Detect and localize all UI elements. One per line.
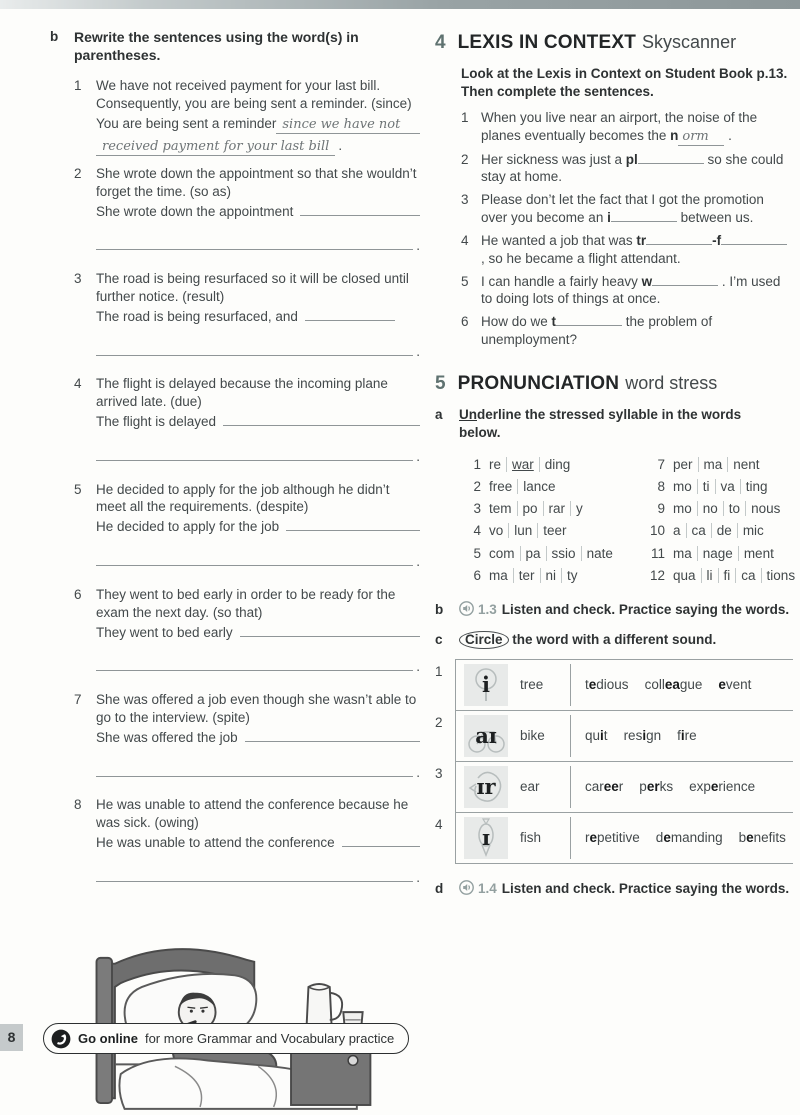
page-top-edge: [0, 0, 800, 9]
grammar-item-8: [74, 796, 422, 892]
instructions-text: derline the stressed syllable in the words below.: [459, 406, 742, 440]
sound-keyword: bike: [520, 727, 545, 743]
sentence-period: .: [416, 238, 420, 254]
item-prompt: He was unable to attend the conference because he was sick. (owing): [96, 797, 409, 831]
word-qualifications: qua li fi ca tions: [673, 568, 796, 584]
answer-blank: [652, 273, 718, 286]
exercise-5-title: PRONUNCIATION: [457, 372, 620, 394]
handwritten-answer: orm: [678, 128, 724, 146]
answer-blank: [721, 232, 787, 245]
exercise-5a-label: a: [435, 406, 443, 422]
given-letters: tr: [636, 232, 647, 248]
item-number: 6: [461, 314, 469, 330]
answer-blank: [245, 729, 420, 742]
lexis-item-2: [461, 151, 793, 187]
exercise-5d: [435, 878, 793, 898]
lexis-item-4: [461, 232, 793, 268]
given-letters: pl: [625, 151, 638, 167]
answer-blank: [305, 308, 395, 321]
exercise-5b: [435, 599, 793, 619]
answer-blank: [96, 764, 413, 777]
item-stem: The flight is delayed: [96, 414, 217, 429]
sound-keyword: fish: [520, 829, 542, 845]
lexis-item-6: [461, 313, 793, 349]
answer-blank: [96, 448, 413, 461]
item-text: the problem of unemployment?: [481, 314, 713, 347]
lexis-item-1: [461, 109, 793, 146]
right-column: [435, 30, 796, 909]
item-number: 4: [461, 232, 469, 248]
exercise-b-label: b: [50, 29, 59, 44]
word-number: 3: [473, 501, 481, 517]
answer-blank: [638, 151, 704, 164]
answer-blank: [556, 313, 622, 326]
different-sound-table: [435, 659, 793, 864]
word-management: ma nage ment: [673, 545, 774, 561]
sentence-period: .: [338, 137, 343, 153]
word-number: 5: [473, 545, 481, 561]
word-motivating: mo ti va ting: [673, 478, 768, 494]
item-stem: She wrote down the appointment: [96, 203, 294, 219]
underlined-example: Un: [459, 406, 477, 422]
item-text: He wanted a job that was: [481, 232, 637, 248]
go-online-banner: [43, 1023, 409, 1054]
answer-blank: [96, 659, 413, 672]
item-stem: He decided to apply for the job: [96, 519, 280, 535]
item-text: so she could stay at home.: [481, 151, 784, 185]
item-text: I can handle a fairly heavy: [481, 273, 642, 289]
item-prompt: We have not received payment for your last bill. Consequently, you are being sent a reminder. (since): [96, 77, 412, 111]
item-stem: He was unable to attend the conference: [96, 835, 335, 850]
word-permanent: per ma nent: [673, 456, 760, 472]
grammar-item-7: [74, 691, 422, 787]
exercise-b: [50, 28, 422, 1115]
item-number: 1: [461, 109, 469, 125]
word-number: 1: [473, 456, 481, 472]
exercise-4-number: 4: [435, 32, 446, 53]
item-text: When you live near an airport, the noise of the planes eventually becomes the: [481, 109, 758, 143]
item-prompt: He decided to apply for the job although he didn’t meet all the requirements. (despite): [96, 481, 390, 515]
word-rewarding: re war ding: [489, 456, 571, 472]
lexis-item-5: [461, 273, 793, 309]
answer-blank: [611, 209, 677, 222]
sentence-period: .: [416, 869, 420, 885]
word-compassionate: com pa ssio nate: [489, 545, 613, 561]
item-text: Her sickness was just a: [481, 151, 626, 167]
hyphen: -: [712, 232, 717, 248]
word-number: 6: [473, 568, 481, 584]
phonetic-symbol: i: [482, 672, 490, 697]
item-number: 2: [74, 165, 82, 181]
handwritten-answer-line1: since we have not: [276, 116, 420, 134]
exercise-5a-instructions: [459, 406, 759, 442]
exercise-5a: [435, 406, 793, 452]
given-letters: f: [716, 232, 722, 248]
audio-icon: [459, 880, 474, 900]
item-text: How do we: [481, 314, 552, 330]
sound-keyword: ear: [520, 778, 540, 794]
item-number: 4: [74, 376, 82, 392]
item-number: 5: [74, 481, 82, 497]
item-number: 3: [461, 192, 469, 208]
exercise-4-instructions: Look at the Lexis in Context on Student Book p.13. Then complete the sentences.: [461, 66, 788, 99]
sentence-period: .: [416, 554, 420, 570]
exercise-5d-label: d: [435, 880, 444, 896]
word-stress-list: [461, 456, 796, 585]
row-number: 4: [435, 816, 443, 832]
sentence-period: .: [416, 448, 420, 464]
word-freelance: free lance: [489, 478, 556, 494]
word-academic: a ca de mic: [673, 523, 764, 539]
grammar-item-5: [74, 481, 422, 577]
page-number: 8: [0, 1024, 23, 1051]
given-letters: t: [551, 314, 557, 330]
word-number: 12: [649, 568, 665, 584]
item-text: between us.: [676, 210, 754, 226]
audio-icon: [459, 601, 474, 621]
go-online-text: for more Grammar and Vocabulary practice: [144, 1030, 395, 1046]
exercise-5-header: [435, 371, 793, 396]
answer-blank: [286, 518, 420, 531]
word-monotonous: mo no to nous: [673, 501, 781, 517]
answer-blank: [96, 343, 413, 356]
item-text: Please don’t let the fact that I got the promotion over you become an: [481, 192, 764, 226]
answer-blank: [96, 238, 413, 251]
item-text: . I’m used to doing lots of things at once.: [481, 273, 781, 307]
exercise-4-title: LEXIS IN CONTEXT: [457, 32, 637, 53]
sentence-period: .: [416, 659, 420, 675]
exercise-5c-label: c: [435, 631, 443, 647]
lexis-item-3: [461, 191, 793, 227]
go-online-label: Go online: [78, 1030, 138, 1046]
sound-row-tree: [435, 659, 793, 710]
item-number: 2: [461, 151, 469, 167]
sound-options: quit resign fire: [570, 715, 793, 757]
word-number: 11: [650, 545, 665, 561]
instructions-text: the word with a different sound.: [508, 631, 717, 647]
sound-symbol-cell: [464, 715, 508, 757]
item-number: 3: [74, 271, 82, 287]
phonetic-symbol: ɪ: [482, 825, 490, 850]
row-number: 2: [435, 714, 443, 730]
exercise-5b-instructions: Listen and check. Practice saying the words.: [501, 601, 790, 617]
word-maternity: ma ter ni ty: [489, 568, 578, 584]
answer-blank: [240, 624, 420, 637]
given-letters: i: [607, 210, 611, 226]
audio-track-number: 1.4: [478, 880, 497, 896]
item-prompt: They went to bed early in order to be ready for the exam the next day. (so that): [96, 586, 396, 620]
answer-blank: [223, 413, 420, 426]
sound-symbol-cell: [464, 664, 508, 706]
sound-symbol-cell: [464, 817, 508, 859]
grammar-item-4: [74, 375, 422, 471]
handwritten-answer-line2: received payment for your last bill: [96, 138, 335, 156]
word-volunteer: vo lun teer: [489, 523, 567, 539]
item-number: 1: [74, 77, 82, 93]
item-number: 6: [74, 586, 82, 602]
item-stem: The road is being resurfaced, and: [96, 308, 298, 324]
item-prompt: She was offered a job even though she wasn’t able to go to the interview. (spite): [96, 692, 417, 725]
go-online-icon: [51, 1029, 71, 1049]
sound-row-bike: [435, 710, 793, 761]
word-number: 9: [657, 501, 665, 517]
left-column: [50, 28, 422, 1115]
item-text: , so he became a flight attendant.: [481, 250, 681, 266]
phonetic-symbol: aɪ: [475, 723, 497, 748]
item-prompt: The road is being resurfaced so it will be closed until further notice. (result): [96, 271, 409, 304]
phonetic-symbol: ɪr: [476, 774, 496, 799]
row-number: 1: [435, 663, 443, 679]
item-number: 7: [74, 692, 82, 708]
answer-blank: [300, 203, 420, 216]
item-prompt: The flight is delayed because the incoming plane arrived late. (due): [96, 376, 388, 410]
sound-keyword: tree: [520, 676, 544, 692]
word-number: 4: [473, 523, 481, 539]
grammar-item-1: [74, 77, 422, 156]
word-number: 2: [473, 478, 481, 494]
row-number: 3: [435, 765, 443, 781]
answer-blank: [96, 553, 413, 566]
exercise-5c: [435, 631, 793, 649]
word-number: 7: [657, 456, 665, 472]
given-letters: w: [641, 273, 653, 289]
sentence-period: .: [416, 764, 420, 780]
word-number: 8: [657, 478, 665, 494]
word-number: 10: [649, 523, 665, 539]
sound-symbol-cell: [464, 766, 508, 808]
item-stem: She was offered the job: [96, 729, 238, 745]
given-letters: n: [670, 127, 679, 143]
item-prompt: She wrote down the appointment so that she wouldn’t forget the time. (so as): [96, 165, 417, 199]
answer-blank: [646, 232, 712, 245]
item-number: 5: [461, 273, 469, 289]
item-stem: You are being sent a reminder: [96, 115, 277, 131]
exercise-4-header: [435, 30, 793, 55]
answer-blank: [342, 834, 420, 847]
item-number: 8: [74, 797, 82, 813]
sentence-period: .: [416, 343, 420, 359]
answer-blank: [96, 869, 413, 882]
exercise-5b-label: b: [435, 601, 444, 617]
item-stem: They went to bed early: [96, 624, 233, 640]
exercise-5d-instructions: Listen and check. Practice saying the words.: [501, 880, 790, 896]
sound-options: tedious colleague event: [570, 664, 793, 706]
sound-options: career perks experience: [570, 766, 793, 808]
sound-row-fish: [435, 812, 793, 864]
grammar-item-6: [74, 586, 422, 682]
circled-word: Circle: [459, 631, 509, 649]
exercise-b-title: Rewrite the sentences using the word(s) in parentheses.: [74, 29, 359, 64]
sound-row-ear: [435, 761, 793, 812]
exercise-5-number: 5: [435, 372, 446, 394]
audio-track-number: 1.3: [478, 601, 497, 617]
grammar-item-2: [74, 165, 422, 261]
grammar-item-3: [74, 270, 422, 366]
exercise-5-subtitle: word stress: [625, 372, 718, 393]
exercise-4-subtitle: Skyscanner: [642, 32, 737, 52]
sound-options: repetitive demanding benefits: [570, 817, 793, 859]
item-text: .: [728, 127, 732, 143]
word-temporary: tem po rar y: [489, 501, 583, 517]
sick-man-in-bed-illustration: [82, 919, 422, 1115]
